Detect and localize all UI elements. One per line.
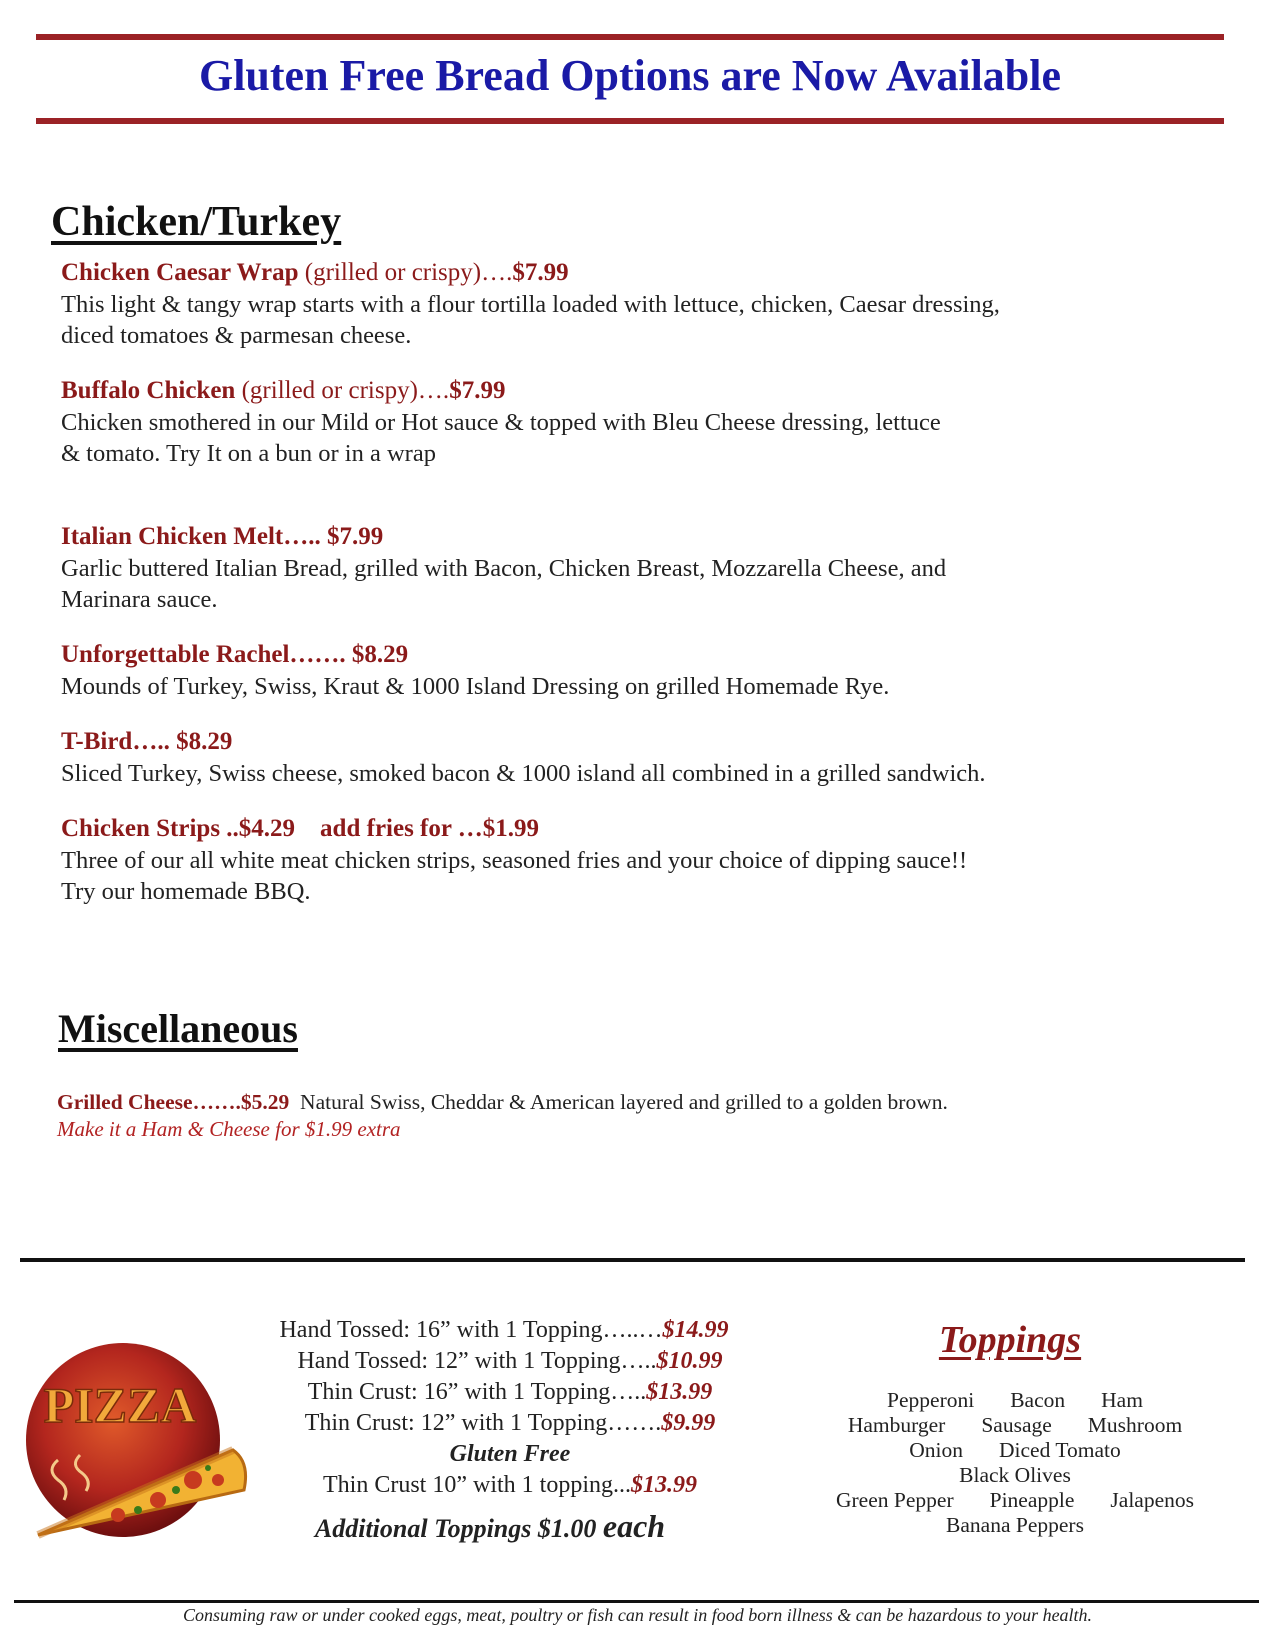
- item-heading: [61, 258, 1211, 288]
- item-description: [61, 758, 1211, 789]
- toppings-row: [815, 1388, 1215, 1413]
- toppings-title: Toppings: [938, 1319, 1082, 1361]
- pizza-line: [210, 1470, 810, 1501]
- pizza-line-label: Thin Crust: 12” with 1 Topping…….: [304, 1410, 662, 1436]
- description-line: Try our homemade BBQ.: [61, 878, 311, 905]
- menu-item-chicken-strips: [61, 814, 1211, 907]
- pizza-line: [210, 1408, 810, 1439]
- bottom-red-rule: [36, 118, 1224, 124]
- description-line: diced tomatoes & parmesan cheese.: [61, 322, 412, 349]
- item-name: Unforgettable Rachel……. $8.29: [61, 641, 409, 668]
- item-heading: [61, 640, 1211, 670]
- pizza-line-label: Thin Crust 10” with 1 topping...: [323, 1472, 631, 1498]
- pizza-line: [210, 1346, 810, 1377]
- item-description: [61, 671, 1211, 702]
- item-name: Chicken Caesar Wrap: [61, 259, 299, 286]
- additional-toppings-each: each: [602, 1508, 666, 1544]
- toppings-row: [815, 1488, 1215, 1513]
- description-line: Mounds of Turkey, Swiss, Kraut & 1000 Island Dressing on grilled Homemade Rye.: [61, 673, 890, 700]
- topping-item: Black Olives: [959, 1463, 1071, 1487]
- item-heading: [61, 814, 1211, 844]
- toppings-row: [815, 1438, 1215, 1463]
- pizza-price-list: [210, 1315, 810, 1544]
- menu-item-chicken-caesar-wrap: [61, 258, 1211, 351]
- item-price: $7.99: [512, 259, 569, 286]
- section-title-miscellaneous: Miscellaneous: [58, 1006, 298, 1051]
- pizza-line-label: Hand Tossed: 12” with 1 Topping…..: [297, 1348, 657, 1374]
- top-red-rule: [36, 34, 1224, 40]
- pizza-line-price: $9.99: [661, 1410, 716, 1436]
- item-heading: [61, 376, 1211, 406]
- description-line: Three of our all white meat chicken strips, seasoned fries and your choice of dipping sauce!!: [61, 847, 968, 874]
- gluten-free-banner: Gluten Free Bread Options are Now Available: [198, 51, 1062, 100]
- topping-item: Banana Peppers: [946, 1513, 1084, 1537]
- menu-item-italian-chicken-melt: [61, 522, 1211, 615]
- description-line: Marinara sauce.: [61, 586, 218, 613]
- topping-item: Green Pepper: [836, 1488, 954, 1512]
- pizza-divider: [20, 1258, 1245, 1262]
- topping-item: Hamburger: [847, 1413, 946, 1437]
- pizza-line: [210, 1377, 810, 1408]
- item-name: Italian Chicken Melt….. $7.99: [61, 523, 384, 550]
- item-description: [61, 289, 1211, 351]
- description-line: Chicken smothered in our Mild or Hot sauce & topped with Bleu Cheese dressing, lettuce: [61, 409, 941, 436]
- item-option: (grilled or crispy)….: [298, 259, 513, 286]
- pizza-line-label: Hand Tossed: 16” with 1 Topping…..…: [279, 1317, 663, 1343]
- item-name: Grilled Cheese…….$5.29: [57, 1090, 290, 1114]
- topping-item: Onion: [909, 1438, 964, 1462]
- menu-item-grilled-cheese: [57, 1090, 948, 1115]
- menu-item-buffalo-chicken: [61, 376, 1211, 469]
- pizza-line-label: Thin Crust: 16” with 1 Topping…..: [307, 1379, 647, 1405]
- topping-item: Pepperoni: [887, 1388, 975, 1412]
- item-option: (grilled or crispy)….: [235, 377, 450, 404]
- toppings-row: [815, 1463, 1215, 1488]
- toppings-list: [815, 1388, 1215, 1538]
- pizza-line-price: $14.99: [662, 1317, 729, 1343]
- pizza-logo-text: PIZZA: [43, 1377, 197, 1433]
- topping-item: Sausage: [981, 1413, 1052, 1437]
- additional-toppings: [170, 1508, 810, 1544]
- toppings-row: [815, 1513, 1215, 1538]
- item-description: [61, 553, 1211, 615]
- gluten-free-label: Gluten Free: [449, 1441, 571, 1467]
- topping-item: Ham: [1101, 1388, 1143, 1412]
- topping-item: Bacon: [1010, 1388, 1066, 1412]
- section-title-chicken-turkey: Chicken/Turkey: [51, 199, 342, 245]
- item-price: $7.99: [449, 377, 506, 404]
- item-name: T-Bird….. $8.29: [61, 728, 233, 755]
- menu-item-unforgettable-rachel: [61, 640, 1211, 702]
- pizza-line: [198, 1315, 810, 1346]
- item-description: [61, 845, 1211, 907]
- topping-item: Pineapple: [989, 1488, 1075, 1512]
- item-description: [61, 407, 1211, 469]
- item-name: Chicken Strips ..$4.29 add fries for …$1.99: [61, 815, 540, 842]
- menu-item-t-bird: [61, 727, 1211, 789]
- item-description: Natural Swiss, Cheddar & American layered and grilled to a golden brown.: [289, 1090, 948, 1114]
- pizza-line-price: $13.99: [631, 1472, 697, 1498]
- health-disclaimer: Consuming raw or under cooked eggs, meat, poultry or fish can result in food born illness & can be hazardous to your health.: [182, 1605, 1093, 1625]
- topping-item: Jalapenos: [1110, 1488, 1194, 1512]
- description-line: & tomato. Try It on a bun or in a wrap: [61, 440, 436, 467]
- description-line: Garlic buttered Italian Bread, grilled with Bacon, Chicken Breast, Mozzarella Cheese, and: [61, 555, 947, 582]
- topping-item: Mushroom: [1087, 1413, 1183, 1437]
- toppings-row: [815, 1413, 1215, 1438]
- description-line: This light & tangy wrap starts with a flour tortilla loaded with lettuce, chicken, Caesar dressing,: [61, 291, 1000, 318]
- topping-item: Diced Tomato: [999, 1438, 1121, 1462]
- description-line: Sliced Turkey, Swiss cheese, smoked bacon & 1000 island all combined in a grilled sandwich.: [61, 760, 986, 787]
- item-heading: [61, 522, 1211, 552]
- item-heading: [61, 727, 1211, 757]
- pizza-line-price: $13.99: [646, 1379, 713, 1405]
- item-name: Buffalo Chicken: [61, 377, 236, 404]
- additional-toppings-label: Additional Toppings $1.00: [314, 1514, 603, 1543]
- pizza-line-price: $10.99: [656, 1348, 723, 1374]
- ham-cheese-note: Make it a Ham & Cheese for $1.99 extra: [57, 1117, 401, 1141]
- footer-rule: [14, 1600, 1259, 1603]
